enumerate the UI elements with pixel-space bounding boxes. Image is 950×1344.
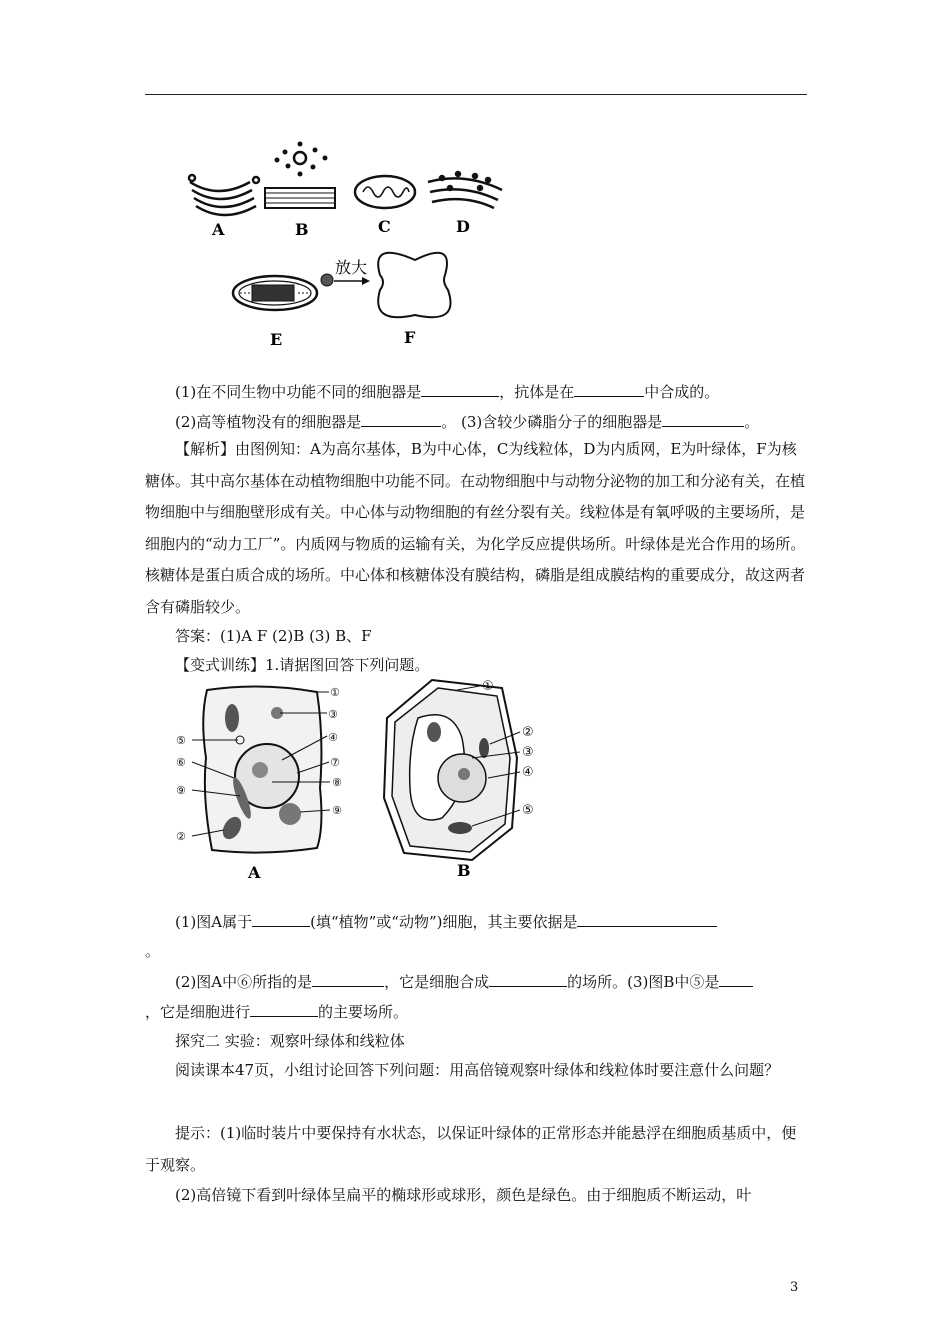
- q1-blank-1[interactable]: [421, 380, 499, 397]
- explore-paragraph-3: (2)高倍镜下看到叶绿体呈扁平的椭球形或球形，颜色是绿色。由于细胞质不断运动，叶: [175, 1186, 752, 1204]
- a-num-2: ②: [176, 830, 186, 843]
- organelle-figure: [180, 140, 520, 355]
- q2-text-1: (1)图A属于: [175, 913, 253, 931]
- q2-text-2: (填“植物”或“动物”)细胞，其主要依据是: [310, 913, 578, 931]
- header-rule: [145, 94, 807, 95]
- a-num-1: ①: [330, 686, 340, 699]
- b-num-1: ①: [482, 679, 494, 694]
- explore-paragraph-1: 阅读课本47页，小组讨论回答下列问题：用高倍镜观察叶绿体和线粒体时要注意什么问题？: [175, 1061, 780, 1079]
- q2-blank-5[interactable]: [719, 970, 753, 987]
- b-num-5: ⑤: [522, 803, 534, 818]
- centrosome-drawing: [265, 142, 335, 208]
- cell-a-label: A: [248, 863, 261, 882]
- a-num-4: ④: [328, 731, 338, 744]
- explore-paragraph-2: 提示：(1)临时装片中要保持有水状态，以保证叶绿体的正常形态并能悬浮在细胞质基质中，便于观察。: [145, 1124, 797, 1174]
- b-num-4: ④: [522, 765, 534, 780]
- golgi-drawing: [189, 175, 259, 215]
- label-e: E: [270, 330, 283, 349]
- q2-blank-6[interactable]: [250, 1000, 318, 1017]
- q2-text-4: ，它是细胞合成: [384, 973, 490, 991]
- a-num-7: ⑦: [330, 756, 340, 769]
- cell-b-label: B: [457, 861, 471, 880]
- label-f: F: [404, 328, 416, 347]
- q2-blank-3[interactable]: [312, 970, 384, 987]
- q2-text-7: 的主要场所。: [318, 1003, 409, 1021]
- q1-line1: [175, 380, 719, 403]
- er-drawing: [428, 172, 502, 208]
- variant-heading: 【变式训练】1.请据图回答下列问题。: [175, 656, 430, 674]
- q1-text-2: ，抗体是在: [499, 383, 575, 401]
- page-number: 3: [790, 1280, 799, 1295]
- q1-blank-2[interactable]: [574, 380, 644, 397]
- mitochondrion-drawing: [355, 176, 415, 208]
- q1-text-1: (1)在不同生物中功能不同的细胞器是: [175, 383, 422, 401]
- a-num-9-right: ⑨: [332, 804, 342, 817]
- explore-heading: 探究二 实验：观察叶绿体和线粒体: [175, 1032, 405, 1050]
- cell-figure: [172, 678, 552, 888]
- q2-text-5: 的场所。(3)图B中⑤是: [567, 973, 720, 991]
- plant-cell-drawing: [384, 680, 517, 860]
- a-num-5: ⑤: [176, 734, 186, 747]
- q2-blank-2[interactable]: [577, 910, 717, 927]
- q2-line1: [175, 910, 717, 933]
- q2-text-6: ，它是细胞进行: [145, 1003, 251, 1021]
- label-d: D: [456, 217, 470, 236]
- q1-text-6: 。: [744, 413, 760, 431]
- a-num-9-left: ⑨: [176, 784, 186, 797]
- q2-line3: [145, 1000, 408, 1023]
- q2-blank-4[interactable]: [489, 970, 567, 987]
- label-b: B: [295, 220, 309, 239]
- q1-line2: [175, 410, 759, 433]
- a-num-6: ⑥: [176, 756, 186, 769]
- q2-line1-end: 。: [145, 942, 161, 960]
- q1-text-5: 。 (3)含较少磷脂分子的细胞器是: [441, 413, 663, 431]
- analysis-paragraph: 【解析】由图例知：A为高尔基体，B为中心体，C为线粒体，D为内质网，E为叶绿体，F为核糖体。其中高尔基体在动植物细胞中功能不同。在动物细胞中与动物分泌物的加工和分泌有关，在植物细胞中与细胞壁形成有关。中心体与动物细胞的有丝分裂有关。线粒体是有氧呼吸的主要场所，是细胞内的“动力工厂”。内质网与物质的运输有关，为化学反应提供场所。叶绿体是光合作用的场所。核糖体是蛋白质合成的场所。中心体和核糖体没有膜结构，磷脂是组成膜结构的重要成分，故这两者含有磷脂较少。: [145, 440, 806, 616]
- q1-text-3: 中合成的。: [644, 383, 720, 401]
- q2-text-3: (2)图A中⑥所指的是: [175, 973, 313, 991]
- q1-text-4: (2)高等植物没有的细胞器是: [175, 413, 362, 431]
- q2-line2: [175, 970, 753, 993]
- q1-blank-4[interactable]: [662, 410, 744, 427]
- q1-blank-3[interactable]: [361, 410, 441, 427]
- a-num-8: ⑧: [332, 776, 342, 789]
- label-c: C: [378, 217, 391, 236]
- q2-blank-1[interactable]: [252, 910, 310, 927]
- answer-line: 答案：(1)A F (2)B (3) B、F: [175, 627, 372, 645]
- b-num-2: ②: [522, 725, 534, 740]
- b-num-3: ③: [522, 745, 534, 760]
- chloroplast-drawing: [233, 276, 317, 310]
- ribosome-drawing: [378, 253, 450, 317]
- animal-cell-drawing: [203, 686, 321, 852]
- ribosome-dot: [321, 274, 333, 286]
- enlarge-label: 放大: [335, 258, 368, 277]
- a-num-3: ③: [328, 708, 338, 721]
- label-a: A: [212, 220, 225, 239]
